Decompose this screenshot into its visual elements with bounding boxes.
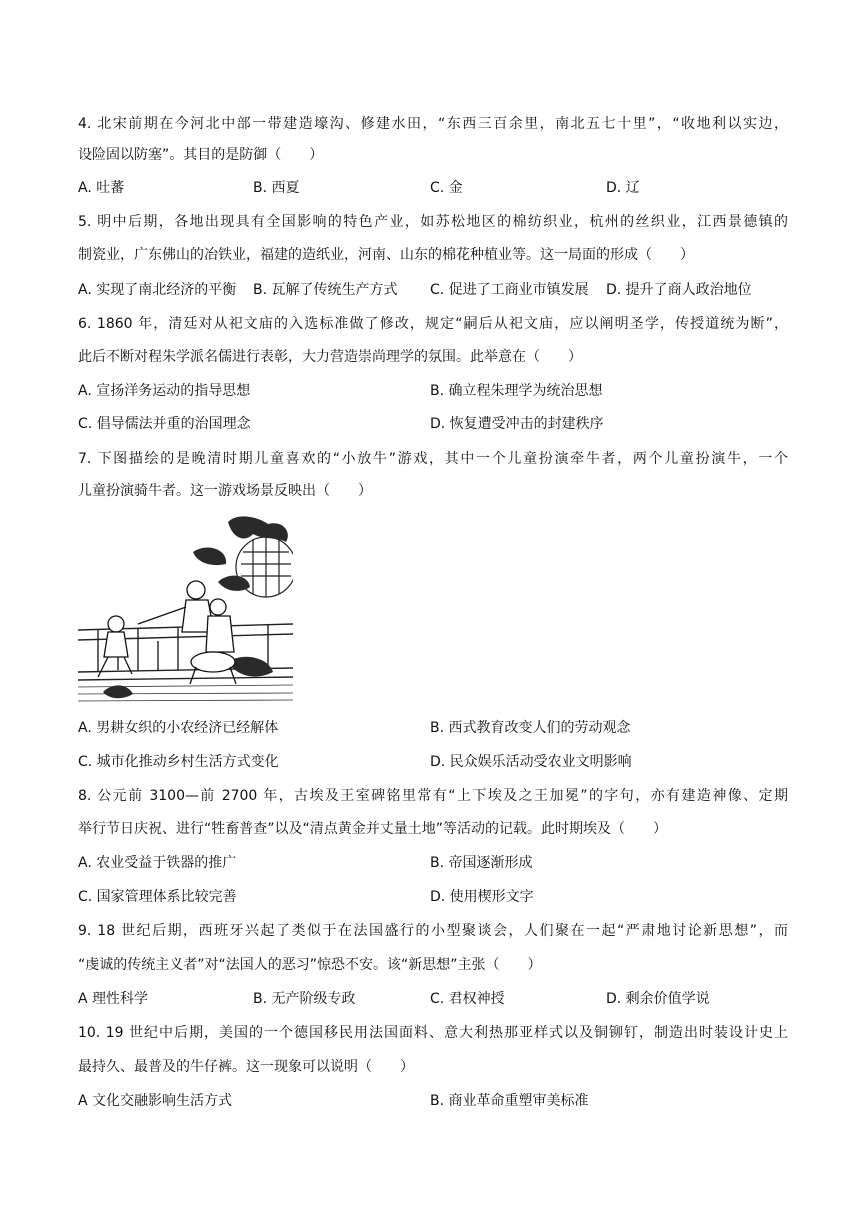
q8-option-b: B. 帝国逐渐形成	[430, 855, 533, 871]
q9-option-c: C. 君权神授	[430, 991, 505, 1007]
q4-option-a: A. 吐蕃	[78, 180, 125, 196]
q7-stem-line-1: 7. 下图描绘的是晚清时期儿童喜欢的“小放牛”游戏，其中一个儿童扮演牵牛者，两个儿童扮演牛，一个	[78, 451, 788, 467]
q5-stem-line-2: 制瓷业，广东佛山的冶铁业，福建的造纸业，河南、山东的棉花种植业等。这一局面的形成（ ）	[78, 247, 694, 263]
q7-option-b: B. 西式教育改变人们的劳动观念	[430, 720, 631, 736]
q7-stem-line-2: 儿童扮演骑牛者。这一游戏场景反映出（ ）	[78, 483, 372, 499]
q4-option-d: D. 辽	[606, 180, 640, 196]
q8-stem-line-1: 8. 公元前 3100—前 2700 年，古埃及王室碑铭里常有“上下埃及之王加冕”的字句，亦有建造神像、定期	[78, 788, 788, 804]
q8-option-c: C. 国家管理体系比较完善	[78, 889, 237, 905]
q7-option-a: A. 男耕女织的小农经济已经解体	[78, 720, 279, 736]
q4-option-c: C. 金	[430, 180, 463, 196]
q9-option-b: B. 无产阶级专政	[253, 991, 356, 1007]
q5-stem-line-1: 5. 明中后期，各地出现具有全国影响的特色产业，如苏松地区的棉纺织业，杭州的丝织业，江西景德镇的	[78, 214, 788, 230]
q6-stem-line-1: 6. 1860 年，清廷对从祀文庙的入选标准做了修改，规定“嗣后从祀文庙，应以阐明圣学，传授道统为断”，	[78, 316, 788, 332]
q8-option-a: A. 农业受益于铁器的推广	[78, 855, 237, 871]
q5-option-c: C. 促进了工商业市镇发展	[430, 282, 589, 298]
q7-option-c: C. 城市化推动乡村生活方式变化	[78, 754, 279, 770]
q6-stem-line-2: 此后不断对程朱学派名儒进行表彰，大力营造崇尚理学的氛围。此举意在（ ）	[78, 349, 582, 365]
q9-stem-line-2: “虔诚的传统主义者”对“法国人的恶习”惊恐不安。该“新思想”主张（ ）	[78, 957, 542, 973]
children-cow-game-illustration	[78, 512, 293, 708]
q7-option-d: D. 民众娱乐活动受农业文明影响	[430, 754, 632, 770]
q4-stem-line-1: 4. 北宋前期在今河北中部一带建造壕沟、修建水田，“东西三百余里，南北五七十里”，“收地利以实边，	[78, 116, 788, 132]
q9-stem-line-1: 9. 18 世纪后期，西班牙兴起了类似于在法国盛行的小型聚谈会，人们聚在一起“严肃地讨论新思想”，而	[78, 923, 788, 939]
q4-option-b: B. 西夏	[253, 180, 300, 196]
q8-option-d: D. 使用楔形文字	[430, 889, 534, 905]
q6-option-c: C. 倡导儒法并重的治国理念	[78, 416, 251, 432]
q9-option-d: D. 剩余价值学说	[606, 991, 710, 1007]
q10-stem-line-2: 最持久、最普及的牛仔裤。这一现象可以说明（ ）	[78, 1059, 414, 1075]
q10-stem-line-1: 10. 19 世纪中后期，美国的一个德国移民用法国面料、意大利热那亚样式以及铜铆钉，制造出时装设计史上	[78, 1025, 788, 1041]
q6-option-b: B. 确立程朱理学为统治思想	[430, 383, 603, 399]
q8-stem-line-2: 举行节日庆祝、进行“牲畜普查”以及“清点黄金并丈量土地”等活动的记载。此时期埃及（ ）	[78, 821, 668, 837]
q6-option-a: A. 宣扬洋务运动的指导思想	[78, 383, 251, 399]
q6-option-d: D. 恢复遭受冲击的封建秩序	[430, 416, 604, 432]
q9-option-a: A 理性科学	[78, 991, 149, 1007]
q10-option-a: A 文化交融影响生活方式	[78, 1093, 233, 1109]
q4-stem-line-2: 设险固以防塞”。其目的是防御（ ）	[78, 147, 324, 163]
q5-option-d: D. 提升了商人政治地位	[606, 282, 752, 298]
q5-option-a: A. 实现了南北经济的平衡	[78, 282, 237, 298]
q10-option-b: B. 商业革命重塑审美标准	[430, 1093, 589, 1109]
q5-option-b: B. 瓦解了传统生产方式	[253, 282, 398, 298]
